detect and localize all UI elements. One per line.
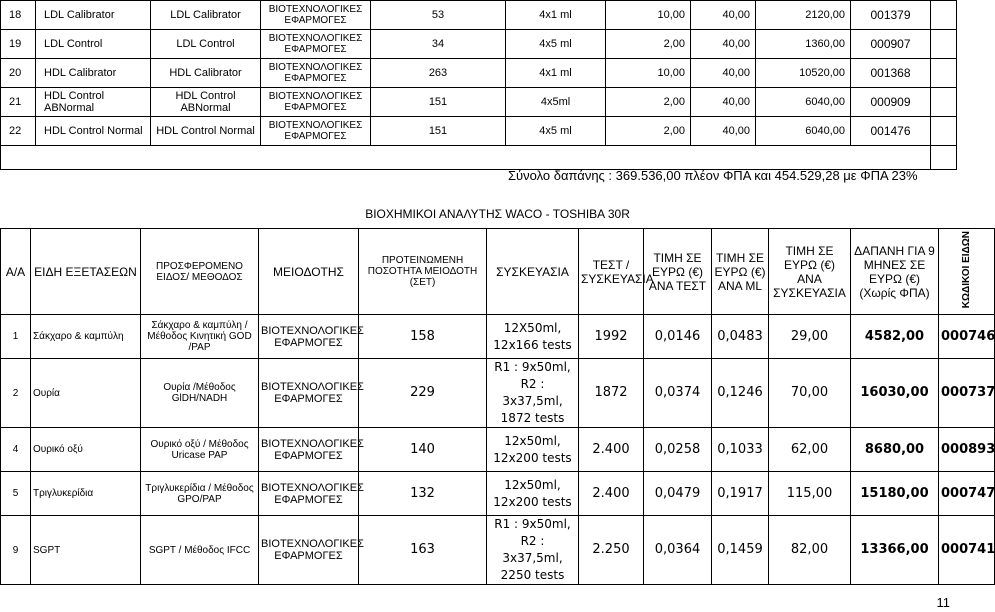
supplier: ΒΙΟΤΕΧΝΟΛΟΓΙΚΕΣ ΕΦΑΡΜΟΓΕΣ xyxy=(259,428,359,472)
quantity: 158 xyxy=(359,315,487,359)
item-number: 20 xyxy=(1,59,36,88)
item-code: 001368 xyxy=(851,59,931,88)
quantity: 229 xyxy=(359,359,487,428)
row-number: 1 xyxy=(1,315,31,359)
method: SGPT / Μέθοδος IFCC xyxy=(141,516,259,585)
item-number: 18 xyxy=(1,1,36,30)
package: 12x50ml, 12x200 tests xyxy=(487,472,579,516)
supplier: ΒΙΟΤΕΧΝΟΛΟΓΙΚΕΣ ΕΦΑΡΜΟΓΕΣ xyxy=(261,59,371,88)
cost-9-months: 16030,00 xyxy=(851,359,939,428)
table-title: ΒΙΟΧΗΜΙΚΟΙ ΑΝΑΛΥΤΗΣ WACO - TOSHIBA 30R xyxy=(1,199,995,229)
quantity: 34 xyxy=(371,30,506,59)
header-quantity: ΠΡΟΤΕΙΝΩΜΕΝΗ ΠΟΣΟΤΗΤΑ ΜΕΙΟΔΟΤΗ (ΣΕΤ) xyxy=(359,229,487,315)
row-number: 4 xyxy=(1,428,31,472)
row-number: 5 xyxy=(1,472,31,516)
table-row xyxy=(1,1,957,30)
price-per-ml: 0,1033 xyxy=(712,428,769,472)
quantity: 53 xyxy=(371,1,506,30)
table-row xyxy=(1,472,995,516)
item-number: 22 xyxy=(1,117,36,146)
price: 2,00 xyxy=(606,88,691,117)
blank-cell xyxy=(1,146,931,170)
vat: 40,00 xyxy=(691,117,756,146)
supplier: ΒΙΟΤΕΧΝΟΛΟΓΙΚΕΣ ΕΦΑΡΜΟΓΕΣ xyxy=(261,1,371,30)
price-per-test: 0,0146 xyxy=(644,315,712,359)
header-package: ΣΥΣΚΕΥΑΣΙΑ xyxy=(487,229,579,315)
header-price-per-ml: ΤΙΜΗ ΣΕ ΕΥΡΩ (€) ΑΝΑ ML xyxy=(712,229,769,315)
empty-cell xyxy=(931,1,957,30)
item-code: 000909 xyxy=(851,88,931,117)
package: 4x5 ml xyxy=(506,30,606,59)
item-number: 21 xyxy=(1,88,36,117)
quantity: 151 xyxy=(371,117,506,146)
tests-per-package: 2.400 xyxy=(579,428,644,472)
item-description: LDL Control xyxy=(151,30,261,59)
header-method: ΠΡΟΣΦΕΡΟΜΕΝΟ ΕΙΔΟΣ/ ΜΕΘΟΔΟΣ xyxy=(141,229,259,315)
package: 4x5 ml xyxy=(506,117,606,146)
method: Ουρικό οξύ / Μέθοδος Uricase PAP xyxy=(141,428,259,472)
empty-cell xyxy=(931,59,957,88)
row-number: 2 xyxy=(1,359,31,428)
tests-per-package: 1992 xyxy=(579,315,644,359)
biochemical-analyzer-table xyxy=(0,198,995,585)
header-price-per-test: ΤΙΜΗ ΣΕ ΕΥΡΩ (€) ΑΝΑ ΤΕΣΤ xyxy=(644,229,712,315)
item-name: HDL Calibrator xyxy=(36,59,151,88)
header-tests-per-package: ΤΕΣΤ / ΣΥΣΚΕΥΑΣΙΑ xyxy=(579,229,644,315)
vat: 40,00 xyxy=(691,59,756,88)
package: 12X50ml, 12x166 tests xyxy=(487,315,579,359)
package: 4x1 ml xyxy=(506,59,606,88)
method: Ουρία /Μέθοδος GlDH/NADH xyxy=(141,359,259,428)
price-per-test: 0,0258 xyxy=(644,428,712,472)
price-per-test: 0,0364 xyxy=(644,516,712,585)
cost-9-months: 15180,00 xyxy=(851,472,939,516)
price: 10,00 xyxy=(606,1,691,30)
item-code: 000741 xyxy=(939,516,995,585)
item-code: 001379 xyxy=(851,1,931,30)
table-title-row xyxy=(1,199,995,229)
vat: 40,00 xyxy=(691,30,756,59)
empty-cell xyxy=(931,117,957,146)
package: 4x1 ml xyxy=(506,1,606,30)
header-aa: Α/Α xyxy=(1,229,31,315)
price-per-test: 0,0374 xyxy=(644,359,712,428)
total: 1360,00 xyxy=(756,30,851,59)
test-name: Ουρικό οξύ xyxy=(31,428,141,472)
item-description: HDL Calibrator xyxy=(151,59,261,88)
package: R1 : 9x50ml, R2 : 3x37,5ml, 2250 tests xyxy=(487,516,579,585)
quantity: 263 xyxy=(371,59,506,88)
price: 2,00 xyxy=(606,117,691,146)
table-row xyxy=(1,30,957,59)
tests-per-package: 1872 xyxy=(579,359,644,428)
header-codes-cell xyxy=(939,229,995,315)
item-code: 000893 xyxy=(939,428,995,472)
item-code: 000907 xyxy=(851,30,931,59)
supplier: ΒΙΟΤΕΧΝΟΛΟΓΙΚΕΣ ΕΦΑΡΜΟΓΕΣ xyxy=(261,88,371,117)
price-per-package: 70,00 xyxy=(769,359,851,428)
item-code: 000737 xyxy=(939,359,995,428)
price-per-ml: 0,0483 xyxy=(712,315,769,359)
previous-items-body xyxy=(1,1,957,170)
header-codes: ΚΩΔΙΚΟΙ ΕΙΔΩΝ xyxy=(961,231,973,309)
item-description: LDL Calibrator xyxy=(151,1,261,30)
header-price-per-package: ΤΙΜΗ ΣΕ ΕΥΡΩ (€) ΑΝΑ ΣΥΣΚΕΥΑΣΙΑ xyxy=(769,229,851,315)
total: 10520,00 xyxy=(756,59,851,88)
supplier: ΒΙΟΤΕΧΝΟΛΟΓΙΚΕΣ ΕΦΑΡΜΟΓΕΣ xyxy=(259,472,359,516)
item-description: HDL Control ABNormal xyxy=(151,88,261,117)
package: 12x50ml, 12x200 tests xyxy=(487,428,579,472)
table-row xyxy=(1,117,957,146)
header-cost-9-months: ΔΑΠΑΝΗ ΓΙΑ 9 ΜΗΝΕΣ ΣΕ ΕΥΡΩ (€) (Χωρίς ΦΠΑ) xyxy=(851,229,939,315)
price: 2,00 xyxy=(606,30,691,59)
item-name: HDL Control Normal xyxy=(36,117,151,146)
method: Τριγλυκερίδια / Μέθοδος GPO/PAP xyxy=(141,472,259,516)
previous-items-table xyxy=(0,0,957,170)
price-per-package: 62,00 xyxy=(769,428,851,472)
empty-cell xyxy=(931,88,957,117)
price: 10,00 xyxy=(606,59,691,88)
total: 6040,00 xyxy=(756,117,851,146)
table-row xyxy=(1,59,957,88)
quantity: 151 xyxy=(371,88,506,117)
test-name: Σάκχαρο & καμπύλη xyxy=(31,315,141,359)
quantity: 163 xyxy=(359,516,487,585)
vat: 40,00 xyxy=(691,88,756,117)
price-per-package: 115,00 xyxy=(769,472,851,516)
price-per-ml: 0,1459 xyxy=(712,516,769,585)
test-name: Ουρία xyxy=(31,359,141,428)
empty-cell xyxy=(931,30,957,59)
item-name: HDL Control ABNormal xyxy=(36,88,151,117)
test-name: SGPT xyxy=(31,516,141,585)
cost-9-months: 4582,00 xyxy=(851,315,939,359)
total: 2120,00 xyxy=(756,1,851,30)
price-per-ml: 0,1246 xyxy=(712,359,769,428)
test-name: Τριγλυκερίδια xyxy=(31,472,141,516)
quantity: 132 xyxy=(359,472,487,516)
total: 6040,00 xyxy=(756,88,851,117)
header-supplier: ΜΕΙΟΔΟΤΗΣ xyxy=(259,229,359,315)
price-per-package: 29,00 xyxy=(769,315,851,359)
item-code: 000746 xyxy=(939,315,995,359)
table-row xyxy=(1,315,995,359)
method: Σάκχαρο & καμπύλη /Μέθοδος Κινητική GOD /PAP xyxy=(141,315,259,359)
price-per-test: 0,0479 xyxy=(644,472,712,516)
blank-cell xyxy=(931,146,957,170)
supplier: ΒΙΟΤΕΧΝΟΛΟΓΙΚΕΣ ΕΦΑΡΜΟΓΕΣ xyxy=(261,30,371,59)
price-per-package: 82,00 xyxy=(769,516,851,585)
tests-per-package: 2.400 xyxy=(579,472,644,516)
table-row xyxy=(1,516,995,585)
row-number: 9 xyxy=(1,516,31,585)
biochemical-analyzer-body xyxy=(1,199,995,585)
item-name: LDL Control xyxy=(36,30,151,59)
blank-row xyxy=(1,146,957,170)
header-test: ΕΙΔΗ ΕΞΕΤΑΣΕΩΝ xyxy=(31,229,141,315)
price-per-ml: 0,1917 xyxy=(712,472,769,516)
item-code: 000747 xyxy=(939,472,995,516)
package: R1 : 9x50ml, R2 : 3x37,5ml, 1872 tests xyxy=(487,359,579,428)
package: 4x5ml xyxy=(506,88,606,117)
item-description: HDL Control Normal xyxy=(151,117,261,146)
item-number: 19 xyxy=(1,30,36,59)
cost-9-months: 8680,00 xyxy=(851,428,939,472)
page-number: 11 xyxy=(936,595,950,610)
cost-9-months: 13366,00 xyxy=(851,516,939,585)
total-cost-summary: Σύνολο δαπάνης : 369.536,00 πλέον ΦΠΑ και 454.529,28 με ΦΠΑ 23% xyxy=(508,168,918,183)
supplier: ΒΙΟΤΕΧΝΟΛΟΓΙΚΕΣ ΕΦΑΡΜΟΓΕΣ xyxy=(259,315,359,359)
supplier: ΒΙΟΤΕΧΝΟΛΟΓΙΚΕΣ ΕΦΑΡΜΟΓΕΣ xyxy=(261,117,371,146)
vat: 40,00 xyxy=(691,1,756,30)
tests-per-package: 2.250 xyxy=(579,516,644,585)
supplier: ΒΙΟΤΕΧΝΟΛΟΓΙΚΕΣ ΕΦΑΡΜΟΓΕΣ xyxy=(259,516,359,585)
header-row xyxy=(1,229,995,315)
item-code: 001476 xyxy=(851,117,931,146)
table-row xyxy=(1,359,995,428)
quantity: 140 xyxy=(359,428,487,472)
table-row xyxy=(1,88,957,117)
item-name: LDL Calibrator xyxy=(36,1,151,30)
supplier: ΒΙΟΤΕΧΝΟΛΟΓΙΚΕΣ ΕΦΑΡΜΟΓΕΣ xyxy=(259,359,359,428)
table-row xyxy=(1,428,995,472)
